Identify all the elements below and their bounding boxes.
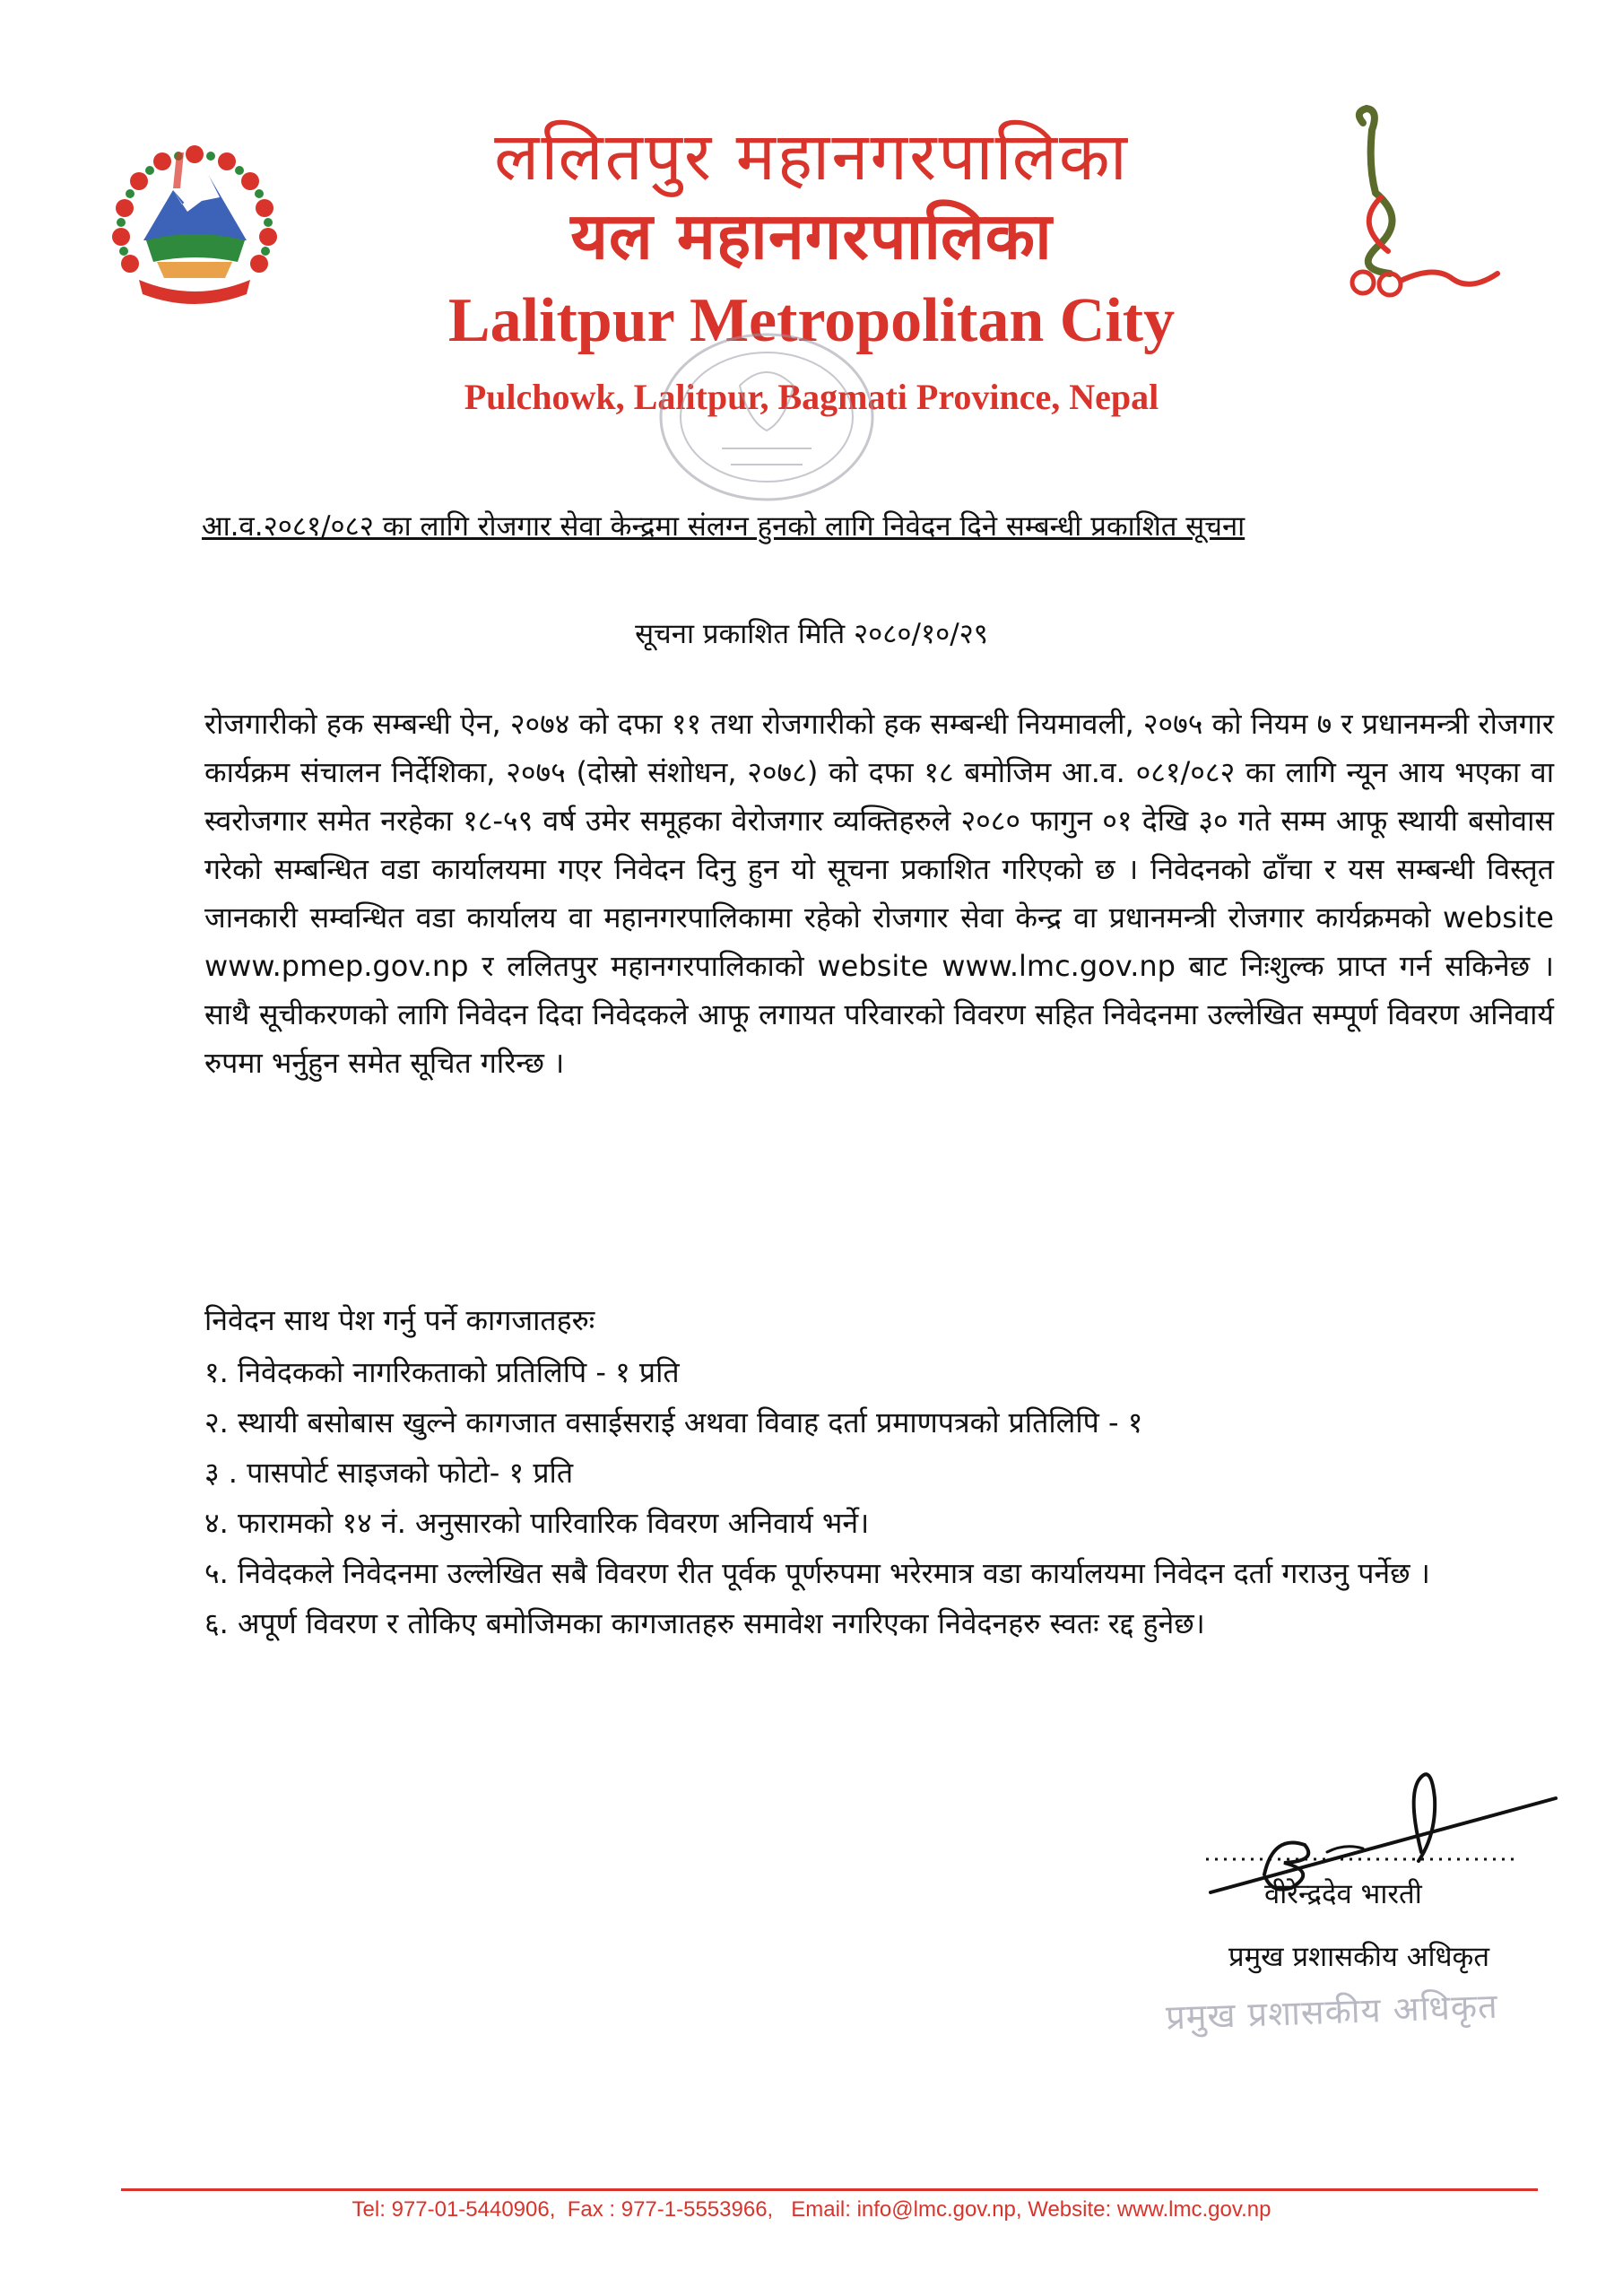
signatory-title: प्रमुख प्रशासकीय अधिकृत bbox=[1228, 1941, 1490, 1973]
signatory-name: वीरेन्द्रदेव भारती bbox=[1264, 1878, 1422, 1910]
footer-contact: Tel: 977-01-5440906, Fax : 977-1-5553966, Email: info@lmc.gov.np, Website: www.lmc.gov.np bbox=[352, 2197, 1271, 2222]
notice-subject: आ.व.२०८१/०८२ का लागि रोजगार सेवा केन्द्रमा संलग्न हुनको लागि निवेदन दिने सम्बन्धी प्रकाशित सूचना bbox=[202, 510, 1245, 543]
list-item: ५. निवेदकले निवेदनमा उल्लेखित सबै विवरण रीत पूर्वक पूर्णरुपमा भरेरमात्र वडा कार्यालयमा निवेदन दर्ता गराउनु पर्नेछ । bbox=[204, 1556, 1430, 1590]
list-item: २. स्थायी बसोबास खुल्ने कागजात वसाईसराई अथवा विवाह दर्ता प्रमाणपत्रको प्रतिलिपि - १ bbox=[204, 1405, 1143, 1439]
title-english: Lalitpur Metropolitan City bbox=[447, 286, 1176, 355]
documents-heading: निवेदन साथ पेश गर्नु पर्ने कागजातहरुः bbox=[204, 1303, 595, 1337]
list-item: १. निवेदकको नागरिकताको प्रतिलिपि - १ प्रति bbox=[204, 1355, 680, 1389]
documents-list bbox=[204, 1347, 1554, 1648]
lalitpur-logo-icon bbox=[1336, 103, 1506, 318]
office-stamp-icon bbox=[650, 323, 883, 511]
list-item: ४. फारामको १४ नं. अनुसारको पारिवारिक विवरण अनिवार्य भर्ने। bbox=[204, 1506, 870, 1540]
title-nepal-bhasa: यल महानगरपालिका bbox=[570, 197, 1053, 274]
address: Pulchowk, Lalitpur, Bagmati Province, Nepal bbox=[464, 377, 1159, 417]
nepal-emblem-icon bbox=[94, 135, 296, 314]
list-item: ६. अपूर्ण विवरण र तोकिए बमोजिमका कागजातहरु समावेश नगरिएका निवेदनहरु स्वतः रद्द हुनेछ। bbox=[204, 1606, 1205, 1640]
title-stamp: प्रमुख प्रशासकीय अधिकृत bbox=[1165, 1986, 1499, 2038]
title-nepali: ललितपुर महानगरपालिका bbox=[494, 118, 1129, 196]
list-item: ३ . पासपोर्ट साइजको फोटो- १ प्रति bbox=[204, 1456, 574, 1490]
publish-date: सूचना प्रकाशित मिति २०८०/१०/२९ bbox=[635, 618, 988, 650]
footer-divider bbox=[121, 2188, 1538, 2191]
notice-body: रोजगारीको हक सम्बन्धी ऐन, २०७४ को दफा ११ तथा रोजगारीको हक सम्बन्धी नियमावली, २०७५ को नियम ७ र प्रधानमन्त्री रोजगार कार्यक्रम संचालन निर्देशिका, २०७५ (दोस्रो संशोधन, २०७८) को दफा १८ बमोजिम आ.व. ०८१/०८२ का लागि न्यून आय भएका वा स्वरोजगार समेत नरहेका १८-५९ वर्ष उमेर समूहका वेरोजगार व्यक्तिहरुले २०८० फागुन ०१ देखि ३० गते सम्म आफू स्थायी बसोवास गरेको सम्बन्धित वडा कार्यालयमा गएर निवेदन दिनु हुन यो सूचना प्रकाशित गरिएको छ । निवेदनको ढाँचा र यस सम्बन्धी विस्तृत जानकारी सम्वन्धित वडा कार्यालय वा महानगरपालिकामा रहेको रोजगार सेवा केन्द्र वा प्रधानमन्त्री रोजगार कार्यक्रमको website www.pmep.gov.np र ललितपुर महानगरपालिकाको website www.lmc.gov.np बाट निःशुल्क प्राप्त गर्न सकिनेछ । साथै सूचीकरणको लागि निवेदन दिदा निवेदकले आफू लगायत परिवारको विवरण सहित निवेदनमा उल्लेखित सम्पूर्ण विवरण अनिवार्य रुपमा भर्नुहुन समेत सूचित गरिन्छ । bbox=[204, 707, 1554, 1080]
